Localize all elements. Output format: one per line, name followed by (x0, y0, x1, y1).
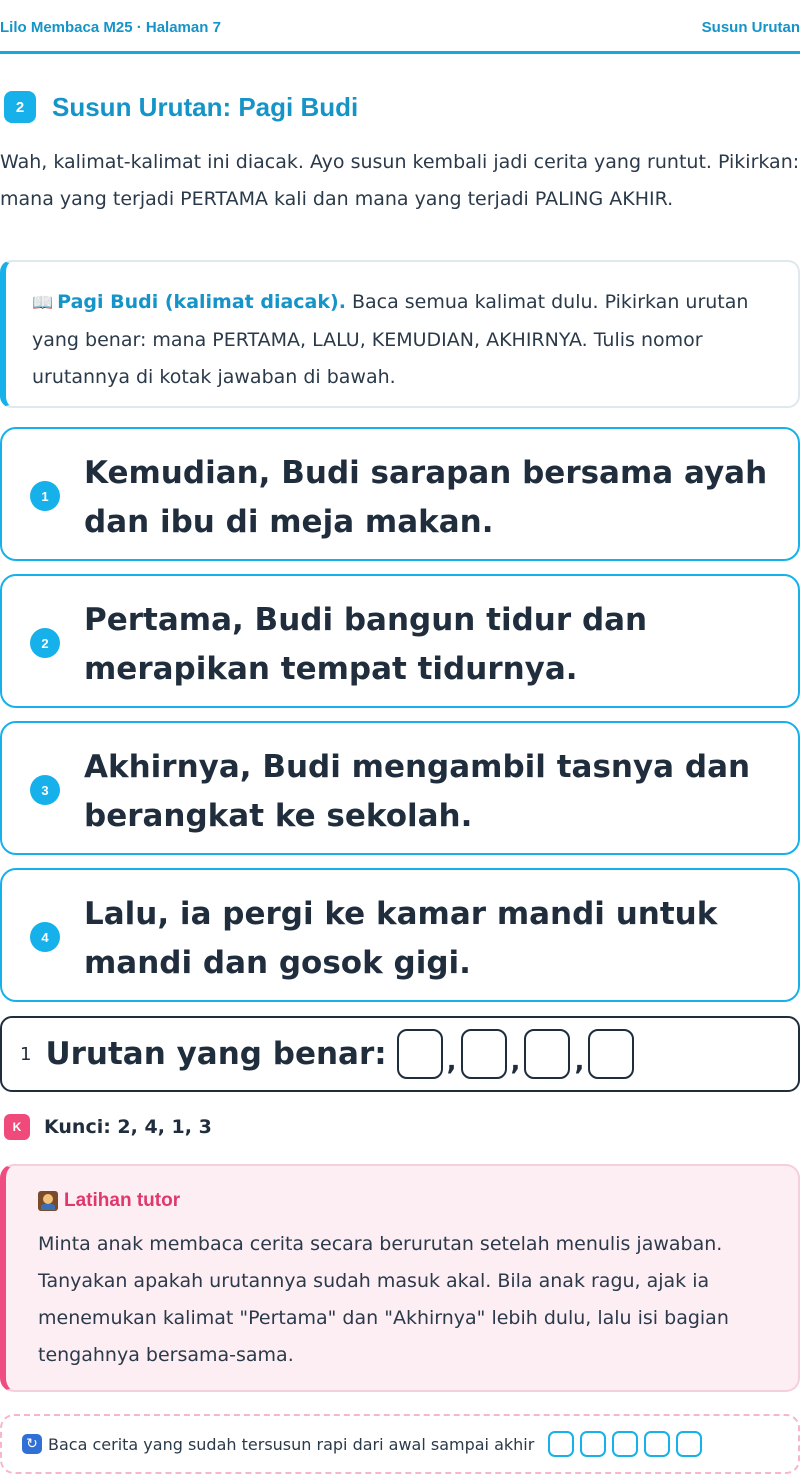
sentence-text: Akhirnya, Budi mengambil tasnya dan berangkat ke sekolah. (84, 749, 751, 834)
tutor-text: Minta anak membaca cerita secara berurutan setelah menulis jawaban. Tanyakan apakah urutannya sudah masuk akal. Bila anak ragu, ajak ia menemukan kalimat "Pertama" dan "Akhirnya" lebih dulu, lalu isi bagian tengahnya bersama-sama. (38, 1233, 729, 1366)
sentence-number: 1 (30, 481, 60, 511)
section-title: Susun Urutan: Pagi Budi (52, 91, 359, 122)
sentence-text: Lalu, ia pergi ke kamar mandi untuk mandi dan gosok gigi. (84, 896, 718, 981)
sentence-card (0, 427, 800, 561)
sentence-number: 4 (30, 922, 60, 952)
teacher-icon (38, 1191, 58, 1211)
key-text: Kunci: 2, 4, 1, 3 (44, 1116, 212, 1138)
reading-checklist (0, 1414, 800, 1474)
page-header (0, 0, 800, 54)
comma-separator: , (510, 1047, 521, 1077)
tutor-heading (38, 1190, 756, 1212)
header-book-page: Lilo Membaca M25 · Halaman 7 (0, 19, 221, 36)
sentence-text: Kemudian, Budi sarapan bersama ayah dan ibu di meja makan. (84, 455, 768, 540)
info-title: Pagi Budi (kalimat diacak). (57, 291, 346, 313)
section-number-badge: 2 (4, 91, 36, 123)
sentence-card (0, 574, 800, 708)
header-topic: Susun Urutan (701, 19, 800, 36)
comma-separator: , (446, 1047, 457, 1077)
tutor-title: Latihan tutor (64, 1190, 181, 1211)
sentence-card (0, 868, 800, 1002)
question-number: 1 (20, 1043, 32, 1065)
answer-key (4, 1114, 212, 1140)
answer-box-4[interactable] (588, 1029, 634, 1079)
info-text: Baca semua kalimat dulu. Pikirkan urutan yang benar: mana PERTAMA, LALU, KEMUDIAN, AKHIRNYA. Tulis nomor urutannya di kotak jawaban di bawah. (32, 291, 749, 388)
tutor-box (0, 1164, 800, 1392)
key-badge: K (4, 1114, 30, 1140)
book-icon: 📖 (32, 293, 54, 313)
read-checkbox[interactable] (580, 1431, 606, 1457)
read-checkbox[interactable] (644, 1431, 670, 1457)
comma-separator: , (574, 1047, 585, 1077)
answer-label: Urutan yang benar: (45, 1036, 387, 1072)
repeat-icon: ↻ (22, 1434, 42, 1454)
answer-box-1[interactable] (397, 1029, 443, 1079)
answer-row (0, 1016, 800, 1092)
section-heading (4, 90, 358, 124)
section-intro: Wah, kalimat-kalimat ini diacak. Ayo susun kembali jadi cerita yang runtut. Pikirkan: mana yang terjadi PERTAMA kali dan mana yang terjadi PALING AKHIR. (0, 151, 800, 210)
answer-box-3[interactable] (524, 1029, 570, 1079)
read-checkbox[interactable] (612, 1431, 638, 1457)
sentence-number: 2 (30, 628, 60, 658)
sentence-card (0, 721, 800, 855)
sentence-number: 3 (30, 775, 60, 805)
answer-box-2[interactable] (461, 1029, 507, 1079)
checklist-text: Baca cerita yang sudah tersusun rapi dari awal sampai akhir (48, 1434, 535, 1454)
info-box (0, 260, 800, 408)
sentence-text: Pertama, Budi bangun tidur dan merapikan tempat tidurnya. (84, 602, 648, 687)
read-checkbox[interactable] (548, 1431, 574, 1457)
read-checkbox[interactable] (676, 1431, 702, 1457)
